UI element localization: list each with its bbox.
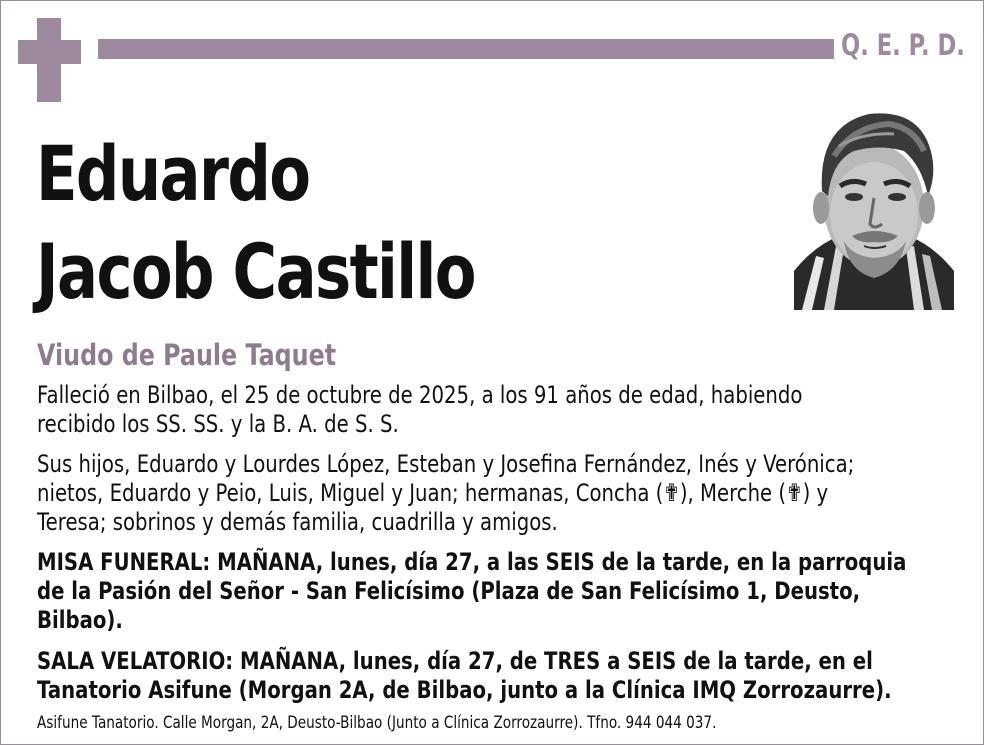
spouse-line: Viudo de Paule Taquet [37,338,337,372]
family-line: Sus hijos, Eduardo y Lourdes López, Esteban y Josefina Fernández, Inés y Verónica; [37,450,855,478]
family-text: ), Merche ( [679,479,787,507]
death-notice-line: Falleció en Bilbao, el 25 de octubre de 2025, a los 91 años de edad, habiendo [37,381,803,409]
qepd-label: Q. E. P. D. [841,28,965,62]
deceased-first-name: Eduardo [36,129,310,218]
wake-line: SALA VELATORIO: MAÑANA, lunes, día 27, de TRES a SEIS de la tarde, en el [37,647,873,675]
family-line [37,479,964,508]
family-line: Teresa; sobrinos y demás familia, cuadrilla y amigos. [37,508,558,536]
wake-line: Tanatorio Asifune (Morgan 2A, de Bilbao, junto a la Clínica IMQ Zorrozaurre). [37,676,892,704]
family-paragraph [37,450,964,537]
deceased-surname: Jacob Castillo [36,227,475,316]
funeral-line: de la Pasión del Señor - San Felicísimo (Plaza de San Felicísimo 1, Deusto, [37,577,861,605]
cross-icon: ✟ [663,479,680,507]
funeral-line: MISA FUNERAL: MAÑANA, lunes, día 27, a las SEIS de la tarde, en la parroquia [37,548,907,576]
header-bar [98,39,834,59]
family-text: ) y [802,479,829,507]
family-text: nietos, Eduardo y Peio, Luis, Miguel y Juan; hermanas, Concha ( [37,479,664,507]
wake-paragraph [37,647,955,705]
funeral-paragraph [37,548,955,635]
portrait-image [794,96,954,310]
funeral-home-footer: Asifune Tanatorio. Calle Morgan, 2A, Deusto-Bilbao (Junto a Clínica Zorrozaurre). Tfno. 944 044 037. [37,713,717,733]
funeral-line: Bilbao). [37,606,123,634]
cross-horizontal-bar [18,40,81,64]
death-notice-paragraph [37,381,964,439]
cross-icon: ✟ [786,479,803,507]
death-notice-line: recibido los SS. SS. y la B. A. de S. S. [37,410,399,438]
deceased-photo [794,96,954,310]
